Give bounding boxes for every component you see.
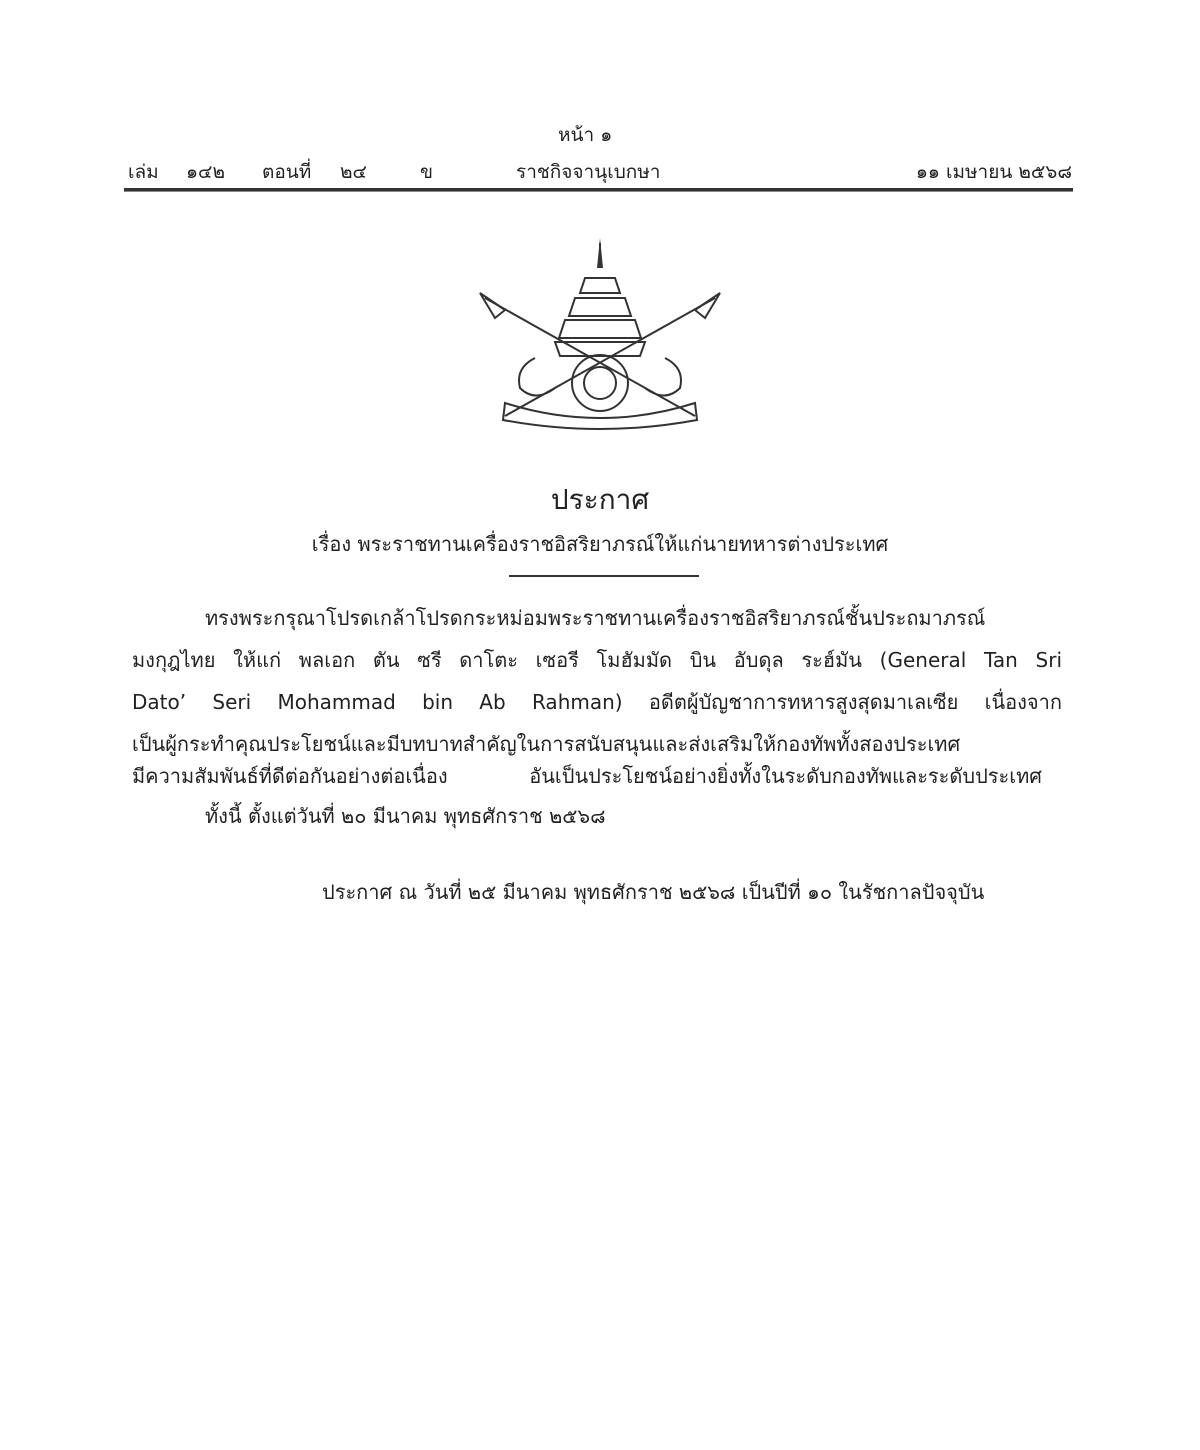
body-line: เป็นผู้กระทำคุณประโยชน์และมีบทบาทสำคัญในการสนับสนุนและส่งเสริมให้กองทัพทั้งสองประเทศ <box>132 732 961 756</box>
body-line: มีความสัมพันธ์ที่ดีต่อกันอย่างต่อเนื่อง อันเป็นประโยชน์อย่างยิ่งทั้งในระดับกองทัพและระดับประเทศ <box>132 764 1042 788</box>
header-rule <box>124 188 1073 192</box>
part-label: ตอนที่ <box>262 161 312 183</box>
subject-line: เรื่อง พระราชทานเครื่องราชอิสริยาภรณ์ให้แก่นายทหารต่างประเทศ <box>311 532 889 556</box>
volume-label: เล่ม <box>128 161 159 183</box>
issue-date: ๑๑ เมษายน ๒๕๖๘ <box>915 161 1072 183</box>
body-line: Dato’ Seri Mohammad bin Ab Rahman) อดีตผู้บัญชาการทหารสูงสุดมาเลเซีย เนื่องจาก <box>132 690 1062 714</box>
announcement-date: ประกาศ ณ วันที่ ๒๕ มีนาคม พุทธศักราช ๒๕๖๘ เป็นปีที่ ๑๐ ในรัชกาลปัจจุบัน <box>322 880 985 904</box>
body-line: มงกุฎไทย ให้แก่ พลเอก ตัน ซรี ดาโตะ เซอรี โมฮัมมัด บิน อับดุล ระฮ์มัน (General Tan Sri <box>132 648 1062 672</box>
page-number: หน้า ๑ <box>558 124 613 146</box>
part-number: ๒๔ <box>340 161 367 183</box>
section: ข <box>420 161 433 183</box>
document-title: ประกาศ <box>550 483 650 516</box>
body-line: ทรงพระกรุณาโปรดเกล้าโปรดกระหม่อมพระราชทานเครื่องราชอิสริยาภรณ์ชั้นประถมาภรณ์ <box>205 606 986 630</box>
effective-date: ทั้งนี้ ตั้งแต่วันที่ ๒๐ มีนาคม พุทธศักราช ๒๕๖๘ <box>205 804 606 828</box>
royal-emblem <box>475 238 725 438</box>
title-underline <box>509 575 699 577</box>
volume-number: ๑๔๒ <box>186 161 225 183</box>
publication-name: ราชกิจจานุเบกษา <box>516 161 661 183</box>
